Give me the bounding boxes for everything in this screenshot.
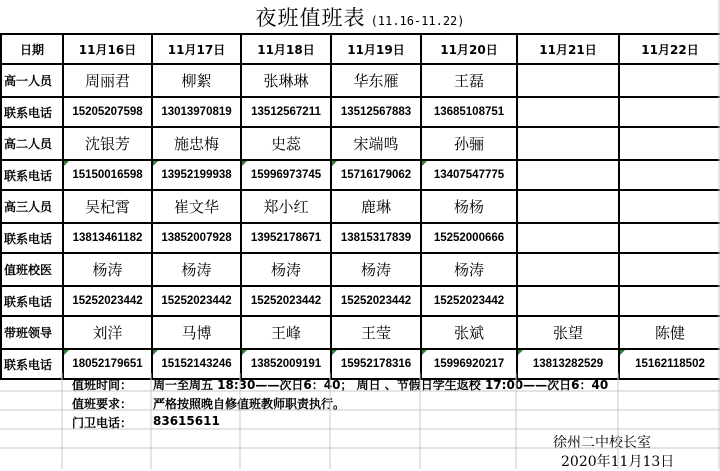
phone-cell [619,160,720,190]
signature-date: 2020年11月13日 [561,454,675,470]
name-cell: 吴杞霄 [63,190,152,223]
duty-time-text: 周一至周五 18:30——次日6：40； 周日 、节假日学生返校 17:00——次日6：40 [153,378,609,392]
duty-table [0,33,720,380]
name-cell [517,127,619,160]
table-row [1,97,720,127]
header-cell: 11月16日 [63,34,152,64]
phone-cell: 15152143246 [152,349,241,379]
header-cell: 日期 [1,34,63,64]
table-row [1,127,720,160]
title-date-range: (11.16-11.22) [370,14,465,28]
name-cell: 张斌 [421,316,517,349]
phone-cell: 15205207598 [63,97,152,127]
phone-cell: 13512567211 [241,97,331,127]
phone-cell: 15996920217 [421,349,517,379]
name-cell: 王峰 [241,316,331,349]
row-label: 联系电话 [1,223,63,253]
gate-phone-label: 门卫电话： [72,416,133,430]
name-cell: 崔文华 [152,190,241,223]
name-cell: 张望 [517,316,619,349]
row-label: 值班校医 [1,253,63,286]
table-row [1,190,720,223]
phone-cell: 13852009191 [241,349,331,379]
phone-cell: 13815317839 [331,223,421,253]
name-cell: 孙骊 [421,127,517,160]
name-cell: 史蕊 [241,127,331,160]
phone-cell [619,223,720,253]
title-main: 夜班值班表 [255,6,366,30]
name-cell: 王莹 [331,316,421,349]
row-label: 高二人员 [1,127,63,160]
phone-cell [619,286,720,316]
name-cell: 周丽君 [63,64,152,97]
header-cell: 11月20日 [421,34,517,64]
table-row [1,223,720,253]
phone-cell [517,223,619,253]
phone-cell: 13813282529 [517,349,619,379]
phone-cell [619,97,720,127]
phone-cell: 15996973745 [241,160,331,190]
phone-cell: 15252023442 [331,286,421,316]
phone-cell: 15252023442 [63,286,152,316]
table-row [1,286,720,316]
signature-org: 徐州二中校长室 [553,435,651,451]
header-cell: 11月22日 [619,34,720,64]
phone-cell: 13512567883 [331,97,421,127]
name-cell: 郑小红 [241,190,331,223]
row-label: 带班领导 [1,316,63,349]
phone-cell: 15252023442 [241,286,331,316]
table-row [1,160,720,190]
name-cell: 杨涛 [421,253,517,286]
name-cell: 华东雁 [331,64,421,97]
header-row [1,34,720,64]
name-cell: 陈健 [619,316,720,349]
table-row [1,64,720,97]
phone-cell: 13685108751 [421,97,517,127]
name-cell: 马博 [152,316,241,349]
duty-requirement-label: 值班要求： [72,397,133,411]
phone-cell [517,160,619,190]
phone-cell [517,286,619,316]
name-cell: 杨涛 [63,253,152,286]
phone-cell: 15252023442 [152,286,241,316]
name-cell: 杨涛 [241,253,331,286]
row-label: 联系电话 [1,349,63,379]
name-cell [619,190,720,223]
phone-cell: 13952178671 [241,223,331,253]
gate-phone-number: 83615611 [153,414,220,428]
phone-cell: 13952199938 [152,160,241,190]
phone-cell: 13813461182 [63,223,152,253]
name-cell: 宋端鸣 [331,127,421,160]
duty-requirement-text: 严格按照晚自修值班教师职责执行。 [153,397,346,411]
name-cell: 王磊 [421,64,517,97]
page-title [0,2,720,32]
table-row [1,349,720,379]
header-cell: 11月18日 [241,34,331,64]
phone-cell: 15952178316 [331,349,421,379]
duty-time-label: 值班时间： [72,378,133,392]
row-label: 高一人员 [1,64,63,97]
name-cell: 杨涛 [331,253,421,286]
name-cell: 张琳琳 [241,64,331,97]
name-cell: 鹿琳 [331,190,421,223]
table-row [1,253,720,286]
phone-cell: 15162118502 [619,349,720,379]
phone-cell: 15252000666 [421,223,517,253]
phone-cell: 15150016598 [63,160,152,190]
phone-cell: 13407547775 [421,160,517,190]
name-cell: 柳絮 [152,64,241,97]
phone-cell: 13852007928 [152,223,241,253]
name-cell [517,64,619,97]
name-cell [619,127,720,160]
name-cell [619,253,720,286]
header-cell: 11月17日 [152,34,241,64]
table-row [1,316,720,349]
name-cell: 刘洋 [63,316,152,349]
phone-cell: 15716179062 [331,160,421,190]
name-cell [517,190,619,223]
name-cell [517,253,619,286]
row-label: 联系电话 [1,97,63,127]
phone-cell: 18052179651 [63,349,152,379]
name-cell: 沈银芳 [63,127,152,160]
name-cell: 施忠梅 [152,127,241,160]
header-cell: 11月19日 [331,34,421,64]
row-label: 联系电话 [1,286,63,316]
name-cell [619,64,720,97]
row-label: 联系电话 [1,160,63,190]
name-cell: 杨涛 [152,253,241,286]
phone-cell [517,97,619,127]
name-cell: 杨杨 [421,190,517,223]
header-cell: 11月21日 [517,34,619,64]
phone-cell: 15252023442 [421,286,517,316]
phone-cell: 13013970819 [152,97,241,127]
row-label: 高三人员 [1,190,63,223]
